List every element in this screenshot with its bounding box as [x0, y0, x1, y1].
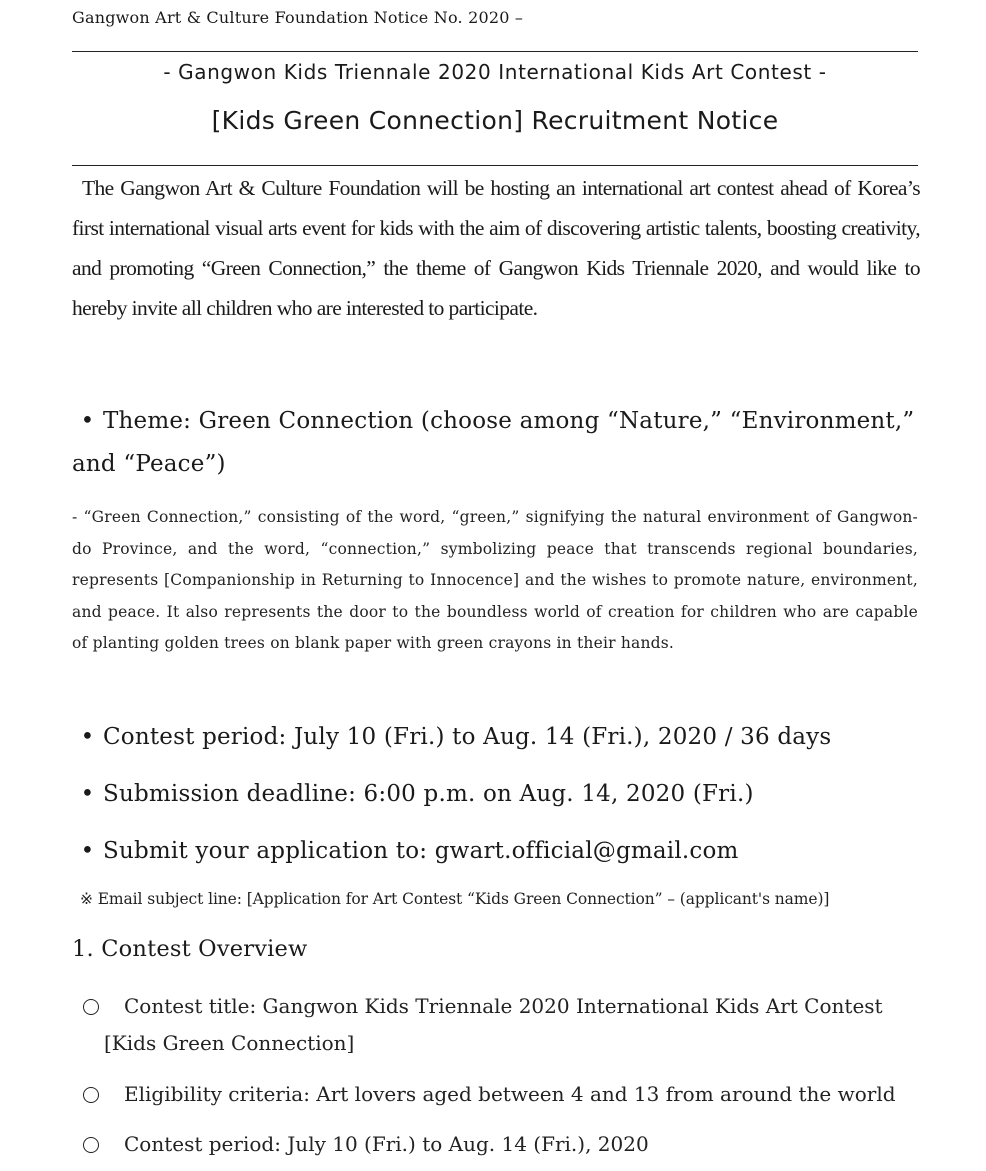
overview-item-text: Contest period: July 10 (Fri.) to Aug. 14 (Fri.), 2020: [124, 1132, 649, 1156]
bullet-dot-icon: •: [80, 838, 95, 864]
email-subject-note: ※ Email subject line: [Application for Art Contest “Kids Green Connection” – (applicant's name)]: [80, 890, 830, 908]
theme-description: - “Green Connection,” consisting of the word, “green,” signifying the natural environment of Gangwon-do Province, and the word, “connection,” symbolizing peace that transcends regional boundaries, represents [Companionship in Returning to Innocence] and the wishes to promote nature, environment, and peace. It also represents the door to the boundless world of creation for children who are capable of planting golden trees on blank paper with green crayons in their hands.: [72, 508, 918, 652]
theme-text: Theme: Green Connection (choose among “Nature,” “Environment,” and “Peace”): [72, 408, 915, 477]
submission-deadline-text: Submission deadline: 6:00 p.m. on Aug. 14, 2020 (Fri.): [103, 781, 754, 807]
theme-bullet: [72, 400, 918, 486]
submit-application-bullet: [72, 830, 918, 873]
circle-bullet-icon: [83, 999, 99, 1015]
bullet-dot-icon: •: [80, 781, 95, 807]
notice-title: [Kids Green Connection] Recruitment Notice: [211, 106, 779, 135]
header-divider-bottom: [72, 165, 918, 166]
contest-period-bullet: [72, 716, 918, 759]
intro-paragraph: The Gangwon Art & Culture Foundation will be hosting an international art contest ahead of Korea’s first international visual arts event for kids with the aim of discovering artistic talents, boosting creativity, and promoting “Green Connection,” the theme of Gangwon Kids Triennale 2020, and would like to hereby invite all children who are interested to participate.: [72, 176, 920, 320]
submission-deadline-bullet: [72, 773, 918, 816]
overview-item-period: [80, 1126, 900, 1163]
notice-number: Gangwon Art & Culture Foundation Notice No. 2020 –: [72, 8, 524, 27]
overview-item-eligibility: [80, 1076, 900, 1113]
overview-item-title: [80, 988, 900, 1062]
overview-item-text: Contest title: Gangwon Kids Triennale 2020 International Kids Art Contest [Kids Green Connection]: [104, 994, 883, 1055]
bullet-dot-icon: •: [80, 724, 95, 750]
overview-item-text: Eligibility criteria: Art lovers aged between 4 and 13 from around the world: [124, 1082, 896, 1106]
circle-bullet-icon: [83, 1137, 99, 1153]
header-divider-top: [72, 51, 918, 52]
bullet-dot-icon: •: [80, 408, 95, 434]
contest-period-text: Contest period: July 10 (Fri.) to Aug. 14 (Fri.), 2020 / 36 days: [103, 724, 832, 750]
circle-bullet-icon: [83, 1087, 99, 1103]
section-heading-overview: 1. Contest Overview: [72, 936, 308, 962]
notice-subtitle: - Gangwon Kids Triennale 2020 International Kids Art Contest -: [163, 60, 827, 84]
submit-application-text: Submit your application to: gwart.official@gmail.com: [103, 838, 739, 864]
